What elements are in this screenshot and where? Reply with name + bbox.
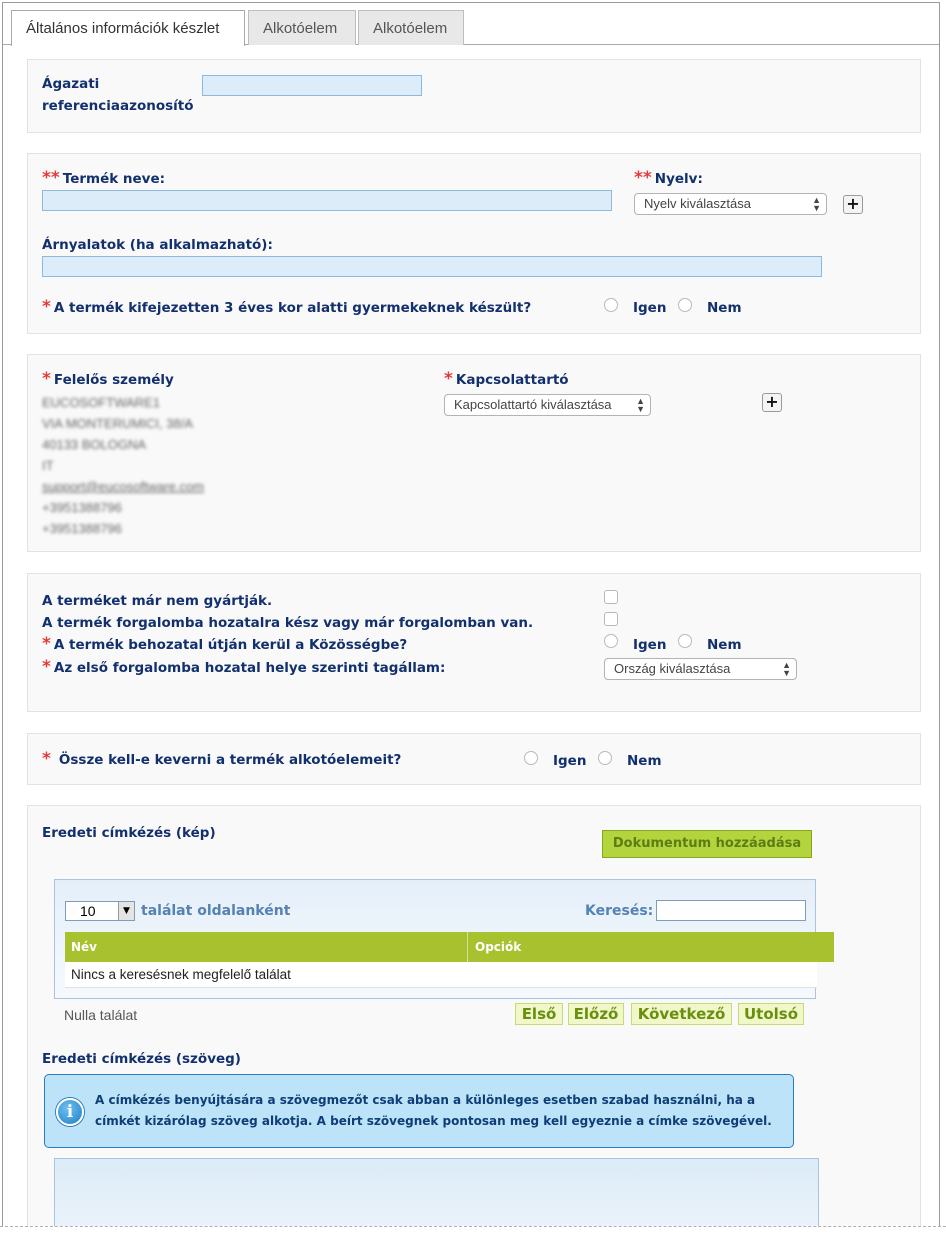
column-options[interactable]: Opciók [475, 940, 522, 954]
search-input[interactable] [656, 900, 806, 921]
required-marker: ** [42, 168, 60, 188]
country-select-value: Ország kiválasztása [614, 661, 731, 676]
sector-ref-label-line1: Ágazati [42, 76, 100, 92]
add-language-button[interactable]: + [843, 195, 863, 214]
mixing-question-text: Össze kell-e keverni a termék alkotóelemeit? [58, 752, 402, 768]
product-name-label [42, 168, 165, 188]
import-question-text: A termék behozatal útján kerül a Közösségbe? [53, 637, 408, 653]
add-document-button[interactable]: Dokumentum hozzáadása [602, 830, 812, 858]
import-yes-label: Igen [633, 637, 667, 653]
tab-general-info[interactable]: Általános információk készlet [11, 10, 245, 46]
member-state-label [42, 657, 445, 677]
children-question [42, 297, 531, 317]
mixing-no-label: Nem [627, 753, 662, 769]
responsible-person-label-text: Felelős személy [53, 372, 174, 388]
sector-ref-input[interactable] [202, 75, 422, 96]
import-no-label: Nem [707, 637, 742, 653]
per-page-label: találat oldalanként [141, 903, 291, 919]
documents-table-container [54, 879, 816, 999]
required-marker: * [42, 297, 51, 317]
tab-component-2[interactable]: Alkotóelem [358, 10, 464, 45]
mixing-panel [27, 733, 921, 785]
form-frame [2, 2, 940, 1238]
labelling-text-title: Eredeti címkézés (szöveg) [42, 1051, 241, 1067]
shades-label: Árnyalatok (ha alkalmazható): [42, 237, 273, 253]
children-question-text: A termék kifejezetten 3 éves kor alatti gyermekeknek készült? [53, 300, 532, 316]
responsible-fax: +3951388796 [42, 521, 122, 536]
children-yes-radio[interactable] [604, 298, 618, 312]
dropdown-arrow-icon: ▼ [118, 902, 134, 920]
ready-market-label: A termék forgalomba hozatalra kész vagy már forgalomban van. [42, 615, 534, 631]
table-header [65, 932, 834, 962]
required-marker: * [42, 657, 51, 677]
required-marker: * [42, 749, 51, 769]
children-no-radio[interactable] [678, 298, 692, 312]
children-yes-label: Igen [633, 300, 667, 316]
product-name-label-text: Termék neve: [62, 171, 166, 187]
ready-market-checkbox[interactable] [604, 612, 618, 626]
responsible-street: VIA MONTERUMICI, 38/A [42, 416, 193, 431]
search-label: Keresés: [585, 903, 654, 919]
empty-results-message: Nincs a keresésnek megfelelő találat [71, 967, 291, 982]
first-page-button[interactable]: Első [515, 1003, 563, 1025]
responsible-phone: +3951388796 [42, 500, 122, 515]
page-size-value: 10 [80, 903, 96, 919]
import-no-radio[interactable] [678, 634, 692, 648]
mixing-yes-label: Igen [553, 753, 587, 769]
labelling-panel [27, 805, 921, 1238]
product-status-panel [27, 573, 921, 712]
responsible-person-panel [27, 354, 921, 552]
shades-input[interactable] [42, 256, 822, 277]
previous-page-button[interactable]: Előző [568, 1003, 624, 1025]
info-icon: i [56, 1098, 84, 1126]
children-no-label: Nem [707, 300, 742, 316]
language-select[interactable] [634, 193, 827, 215]
next-page-button[interactable]: Következő [631, 1003, 732, 1025]
mixing-question [42, 749, 401, 769]
required-marker: * [444, 369, 453, 389]
info-text: A címkézés benyújtására a szövegmezőt csak abban a különleges esetben szabad használni, ha a címkét kizárólag szöveg alkotja. A beírt szövegnek pontosan meg kell egyeznie a címke szövegével. [95, 1093, 772, 1128]
import-yes-radio[interactable] [604, 634, 618, 648]
language-select-value: Nyelv kiválasztása [644, 196, 751, 211]
sector-reference-panel [27, 59, 921, 133]
responsible-name: EUCOSOFTWARE1 [42, 395, 160, 410]
contact-select[interactable] [444, 394, 651, 416]
responsible-city: 40133 BOLOGNA [42, 437, 147, 452]
responsible-email: support@eucosoftware.com [42, 479, 205, 494]
country-select[interactable] [604, 658, 797, 680]
product-panel [27, 153, 921, 334]
results-count: Nulla találat [64, 1007, 138, 1023]
column-divider [467, 932, 468, 962]
import-question [42, 634, 407, 654]
last-page-button[interactable]: Utolsó [738, 1003, 804, 1025]
language-label [634, 168, 703, 188]
mixing-no-radio[interactable] [598, 751, 612, 765]
responsible-country: IT [42, 458, 54, 473]
page-size-select[interactable] [65, 901, 135, 921]
table-row [65, 962, 817, 988]
language-label-text: Nyelv: [654, 171, 703, 187]
select-arrows-icon: ▲ ▼ [782, 660, 791, 678]
sector-ref-label-line2: referenciaazonosító [42, 98, 194, 114]
required-marker: * [42, 634, 51, 654]
member-state-label-text: Az első forgalomba hozatal helye szerinti tagállam: [53, 660, 446, 676]
column-name[interactable]: Név [71, 940, 98, 954]
mixing-yes-radio[interactable] [524, 751, 538, 765]
add-contact-button[interactable]: + [762, 393, 782, 412]
info-box [44, 1074, 794, 1148]
select-arrows-icon: ▲ ▼ [636, 396, 645, 414]
contact-label-text: Kapcsolattartó [455, 372, 569, 388]
required-marker: ** [634, 168, 652, 188]
product-name-input[interactable] [42, 190, 612, 211]
not-produced-label: A terméket már nem gyártják. [42, 593, 273, 609]
tab-component-1[interactable]: Alkotóelem [248, 10, 356, 45]
tab-bar [3, 3, 939, 45]
torn-edge [0, 1226, 946, 1239]
contact-label [444, 369, 569, 389]
labelling-image-title: Eredeti címkézés (kép) [42, 825, 216, 841]
required-marker: * [42, 369, 51, 389]
contact-select-value: Kapcsolattartó kiválasztása [454, 397, 612, 412]
select-arrows-icon: ▲ ▼ [812, 195, 821, 213]
responsible-person-label [42, 369, 174, 389]
not-produced-checkbox[interactable] [604, 590, 618, 604]
